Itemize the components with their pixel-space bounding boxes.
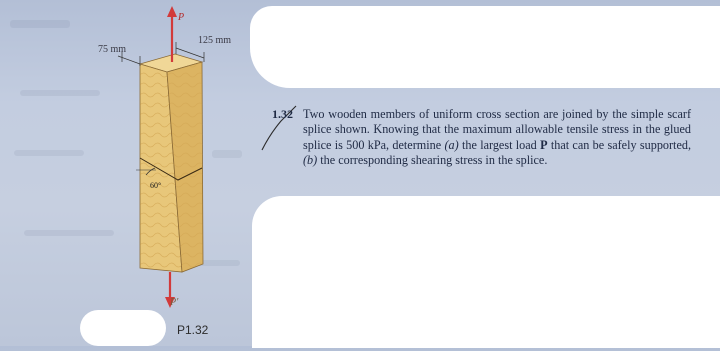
part-a-marker: (a) bbox=[444, 137, 459, 152]
problem-text-part-4: the corresponding shearing stress in the splice. bbox=[317, 153, 548, 168]
figure-caption: P1.32 bbox=[177, 323, 209, 337]
angle-label: 60° bbox=[150, 181, 162, 190]
problem-text-part-2: the largest load bbox=[458, 137, 541, 152]
dimension-label-depth: 125 mm bbox=[198, 35, 232, 46]
dimension-label-width: 75 mm bbox=[98, 44, 127, 55]
problem-text-part-3: that can be safely supported, bbox=[547, 137, 691, 152]
load-label-bottom: P′ bbox=[170, 297, 179, 308]
problem-text-part-1: Two wooden members of uniform cross section are joined by the simple scarf splice shown. Knowing that the maximum allowable tensile stress in the glued splice is 500 kPa, determine bbox=[303, 107, 691, 152]
problem-number: 1.32 bbox=[272, 107, 293, 121]
part-b-marker: (b) bbox=[303, 153, 318, 168]
problem-statement bbox=[303, 107, 691, 169]
load-label-top: P bbox=[178, 12, 185, 23]
load-symbol: P bbox=[540, 137, 548, 152]
